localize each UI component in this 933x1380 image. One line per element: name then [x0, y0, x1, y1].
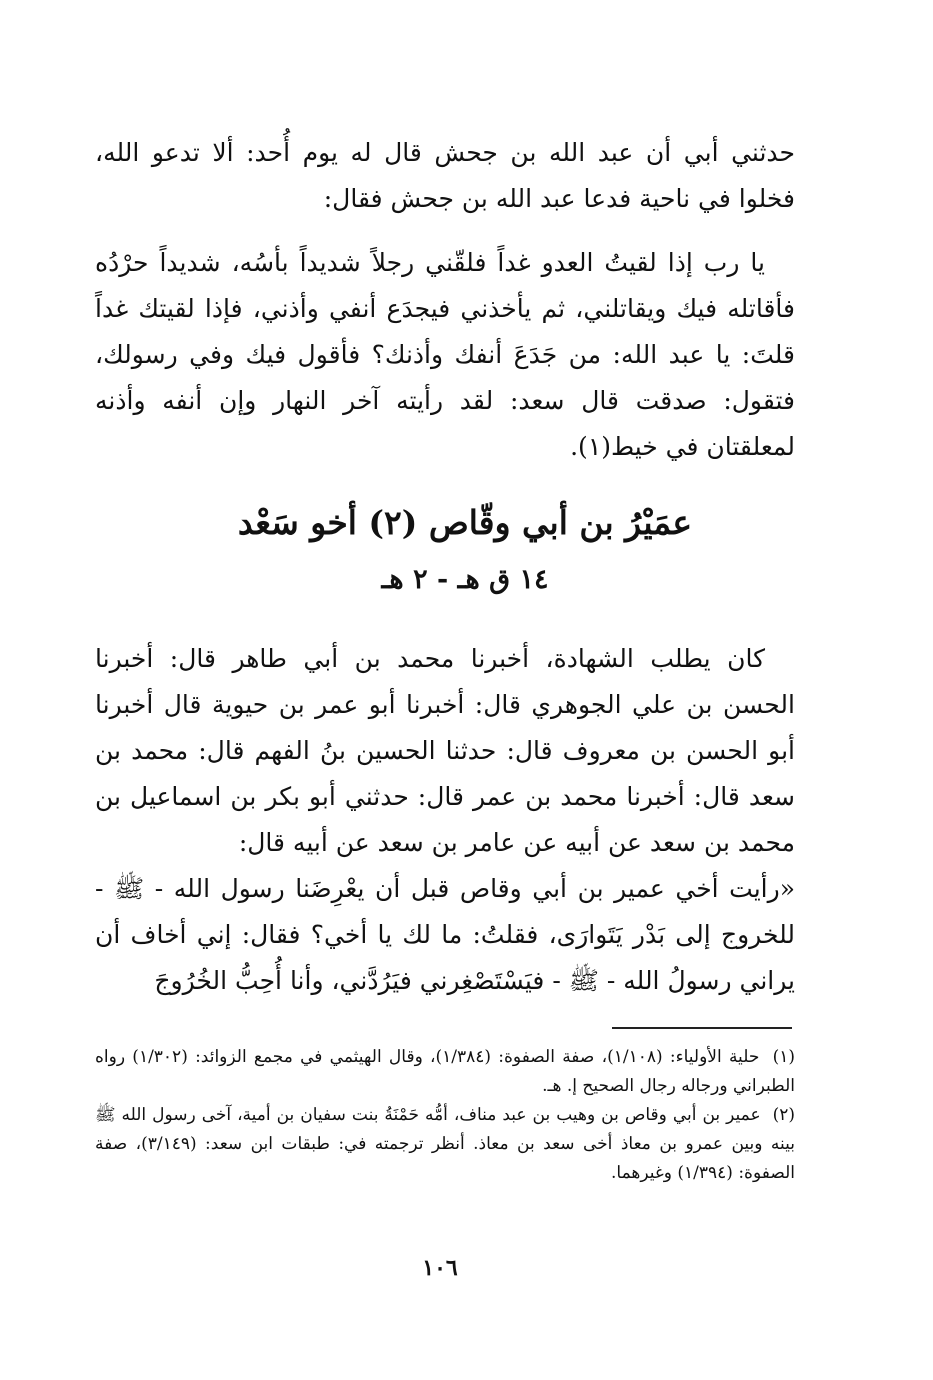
footnote-text: عمير بن أبي وقاص بن وهيب بن عبد مناف، أمُّه حَمْنَةُ بنت سفيان بن أمية، آخى رسول الله ﷺ بينه وبين عمرو بن معاذ أخى سعد بن معاذ. أنظر ترجمته في: طبقات ابن سعد: (٣/١٤٩)، صفة الصفوة: (١/٣٩٤) وغيرهما. — [95, 1105, 796, 1183]
footnote-mark: (٢) — [772, 1105, 796, 1125]
section-title: عمَيْرُ بن أبي وقّاص (٢) أخو سَعْد — [237, 503, 693, 542]
body-paragraph-4 — [95, 866, 795, 1004]
body-paragraph-1 — [95, 130, 795, 222]
footnote-2 — [95, 1101, 795, 1188]
paragraph-text: «رأيت أخي عمير بن أبي وقاص قبل أن يعْرِضَنا رسول الله - ﷺ - للخروج إلى بَدْر يَتَوارَى، فقلتُ: ما لك يا أخي؟ فقال: إني أخاف أن يراني رسولُ الله - ﷺ - فيَسْتَصْغِرني فيَرُدَّني، وأنا أُحِبُّ الخُرُوجَ — [95, 874, 795, 995]
section-dates: ١٤ ق هـ - ٢ هـ — [381, 564, 549, 595]
body-paragraph-2 — [95, 240, 795, 470]
footnote-text: حلية الأولياء: (١/١٠٨)، صفة الصفوة: (١/٣٨٤)، وقال الهيثمي في مجمع الزوائد: (١/٣٠٢) رواه الطبراني ورجاله رجال الصحيح إ. هـ. — [95, 1047, 795, 1096]
body-paragraph-3 — [95, 636, 795, 866]
paragraph-text: كان يطلب الشهادة، أخبرنا محمد بن أبي طاهر قال: أخبرنا الحسن بن علي الجوهري قال: أخبرنا أبو عمر بن حيوية قال أخبرنا أبو الحسن بن معروف قال: حدثنا الحسين بنُ الفهم قال: محمد بن سعد قال: أخبرنا محمد بن عمر قال: حدثني أبو بكر بن اسماعيل بن محمد بن سعد عن أبيه عن عامر بن سعد عن أبيه قال: — [95, 644, 795, 857]
footnote-mark: (١) — [772, 1047, 795, 1067]
page-number: ١٠٦ — [422, 1255, 458, 1281]
paragraph-text: حدثني أبي أن عبد الله بن جحش قال له يوم أُحد: ألا تدعو الله، فخلوا في ناحية فدعا عبد الله بن جحش فقال: — [95, 138, 795, 213]
footnotes — [95, 1043, 795, 1188]
footnote-divider — [612, 1027, 792, 1029]
paragraph-text: يا رب إذا لقيتُ العدو غداً فلقّني رجلاً شديداً بأسُه، شديداً حرْدُه فأقاتله فيك ويقاتلني، ثم يأخذني فيجدَع أنفي وأذني، فإذا لقيتك غداً قلتَ: يا عبد الله: من جَدَعَ أنفك وأذنك؟ فأقول فيك وفي رسولك، فتقول: صدقت قال سعد: لقد رأيته آخر النهار وإن أنفه وأذنه لمعلقتان في خيط(١). — [95, 248, 795, 461]
footnote-1 — [95, 1043, 795, 1101]
